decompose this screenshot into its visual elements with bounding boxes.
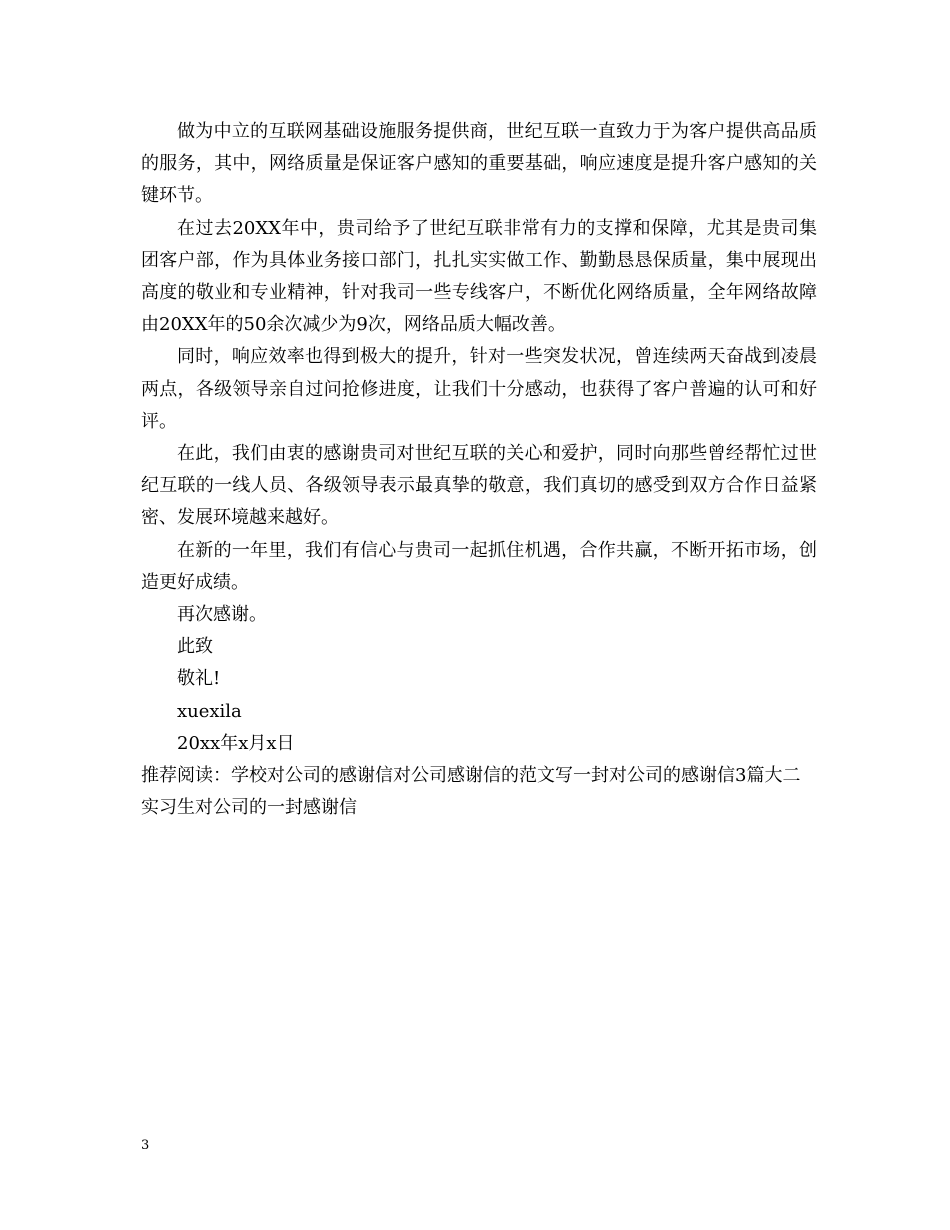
letter-date: 20xx年x月x日 bbox=[177, 732, 295, 754]
paragraph-response: 同时，响应效率也得到极大的提升，针对一些突发状况，曾连续两天奋战到凌晨两点，各级领导亲自过问抢修进度，让我们十分感动，也获得了客户普遍的认可和好评。 bbox=[141, 346, 817, 432]
paragraph-intro: 做为中立的互联网基础设施服务提供商，世纪互联一直致力于为客户提供高品质的服务，其中，网络质量是保证客户感知的重要基础，响应速度是提升客户感知的关键环节。 bbox=[141, 121, 817, 207]
recommended-reading: 推荐阅读：学校对公司的感谢信对公司感谢信的范文写一封对公司的感谢信3篇大二实习生对公司的一封感谢信 bbox=[141, 765, 801, 819]
letter-body bbox=[141, 116, 817, 824]
salutation-line-1: 此致 bbox=[177, 636, 213, 658]
paragraph-gratitude: 在此，我们由衷的感谢贵司对世纪互联的关心和爱护，同时向那些曾经帮忙过世纪互联的一线人员、各级领导表示最真挚的敬意，我们真切的感受到双方合作日益紧密、发展环境越来越好。 bbox=[141, 443, 817, 529]
paragraph-support: 在过去20XX年中，贵司给予了世纪互联非常有力的支撑和保障，尤其是贵司集团客户部，作为具体业务接口部门，扎扎实实做工作、勤勤恳恳保质量，集中展现出高度的敬业和专业精神，针对我司一些专线客户，不断优化网络质量，全年网络故障由20XX年的50余次减少为9次，网络品质大幅改善。 bbox=[141, 217, 817, 336]
salutation-line-2: 敬礼! bbox=[177, 668, 221, 690]
page-number: 3 bbox=[141, 1138, 150, 1153]
paragraph-new-year: 在新的一年里，我们有信心与贵司一起抓住机遇，合作共赢，不断开拓市场，创造更好成绩。 bbox=[141, 539, 817, 593]
thanks-again: 再次感谢。 bbox=[177, 604, 267, 626]
signer-name: xuexila bbox=[177, 700, 242, 722]
